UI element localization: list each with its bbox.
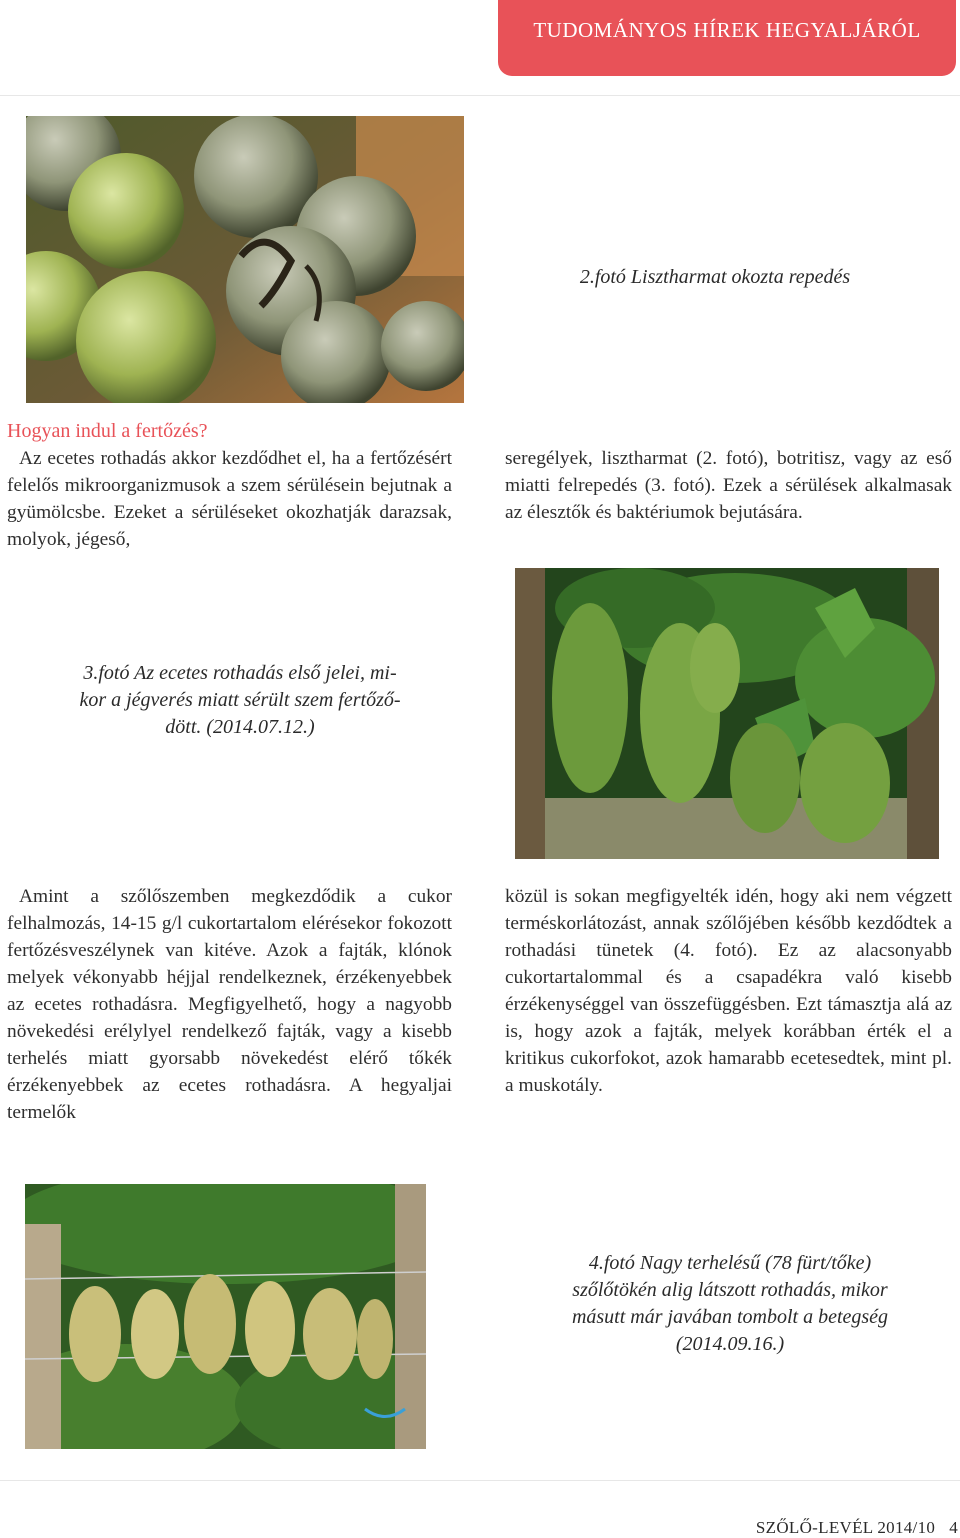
vineyard-row-grapes-photo-icon	[25, 1184, 426, 1449]
photo-3-caption	[40, 660, 440, 741]
section1-left-paragraph: Az ecetes rothadás akkor kezdődhet el, ha a fertőzésért felelős mikroorganizmusok a szem sérülésein bejutnak a gyümölcsbe. Ezeket a sérüléseket okozhatják darazsak, molyok, jégeső,	[7, 448, 452, 550]
section2-left-paragraph: Amint a szőlőszemben megkezdődik a cukor felhalmozás, 14-15 g/l cukortartalom elérésekor fokozott fertőzésveszélynek van kitéve. Azok a fajták, klónok melyek vékonyabb héjjal rendelkeznek, érzékenyebbek az ecetes rothadásra. Megfigyelhető, hogy a nagyobb növekedési erélylyel rendelkező fajták, vagy a kisebb terhelés miatt gyorsabb növekedést elérő tőkék érzékenyebbek az ecetes rothadásra. A hegyaljai termelők	[7, 886, 452, 1123]
page-footer	[756, 1518, 958, 1538]
photo-2-grape-closeup	[26, 116, 464, 403]
publication-label: SZŐLŐ-LEVÉL 2014/10	[755, 1518, 936, 1537]
photo-4-vineyard-row	[25, 1184, 426, 1449]
section2-right-paragraph: közül is sokan megfigyelték idén, hogy aki nem végzett terméskorlátozást, annak szőlőjében később kezdődtek a rothadási tünetek (4. fotó). Ez az alacsonyabb cukortartalommal és a csapadékra való kisebb érzékenységgel van összefüggésben. Ezt támasztja alá az is, hogy azok a fajták, melyek korábban érték el a kritikus cukorfokot, azok hamarabb ecetesedtek, mint pl. a muskotály.	[505, 886, 952, 1096]
photo-4-caption-line: 4.fotó Nagy terhelésű (78 fürt/tőke)	[588, 1252, 872, 1274]
photo-3-caption-line: dött. (2014.07.12.)	[165, 716, 315, 738]
section1-right-column	[505, 445, 952, 526]
section1-left-column	[7, 445, 452, 553]
photo-3-caption-line: 3.fotó Az ecetes rothadás első jelei, mi-	[83, 662, 397, 684]
section2-left-column	[7, 883, 452, 1126]
photo-4-caption-line: (2014.09.16.)	[675, 1333, 785, 1355]
grape-berries-closeup-photo-icon	[26, 116, 464, 403]
section-header-badge	[498, 0, 956, 76]
photo-2-caption: 2.fotó Lisztharmat okozta repedés	[579, 266, 851, 288]
photo-3-caption-line: kor a jégverés miatt sérült szem fertőző-	[79, 689, 401, 711]
header-divider	[0, 95, 960, 96]
section-heading: Hogyan indul a fertőzés?	[7, 420, 208, 442]
photo-4-caption-line: másutt már javában tombolt a betegség	[571, 1306, 889, 1328]
section2-right-column	[505, 883, 952, 1099]
section1-right-paragraph: seregélyek, lisztharmat (2. fotó), botritisz, vagy az eső miatti felrepedés (3. fotó). Ezek a sérülések alkalmasak az élesztők és baktériumok bejutására.	[505, 448, 952, 523]
photo-4-caption-line: szőlőtökén alig látszott rothadás, mikor	[572, 1279, 888, 1301]
section-header-title: TUDOMÁNYOS HÍREK HEGYALJÁRÓL	[533, 18, 921, 42]
footer-divider	[0, 1480, 960, 1481]
page-number: 4	[949, 1518, 958, 1537]
photo-4-caption	[500, 1250, 960, 1358]
photo-3-vine-clusters	[515, 568, 939, 859]
vine-grape-clusters-photo-icon	[515, 568, 939, 859]
